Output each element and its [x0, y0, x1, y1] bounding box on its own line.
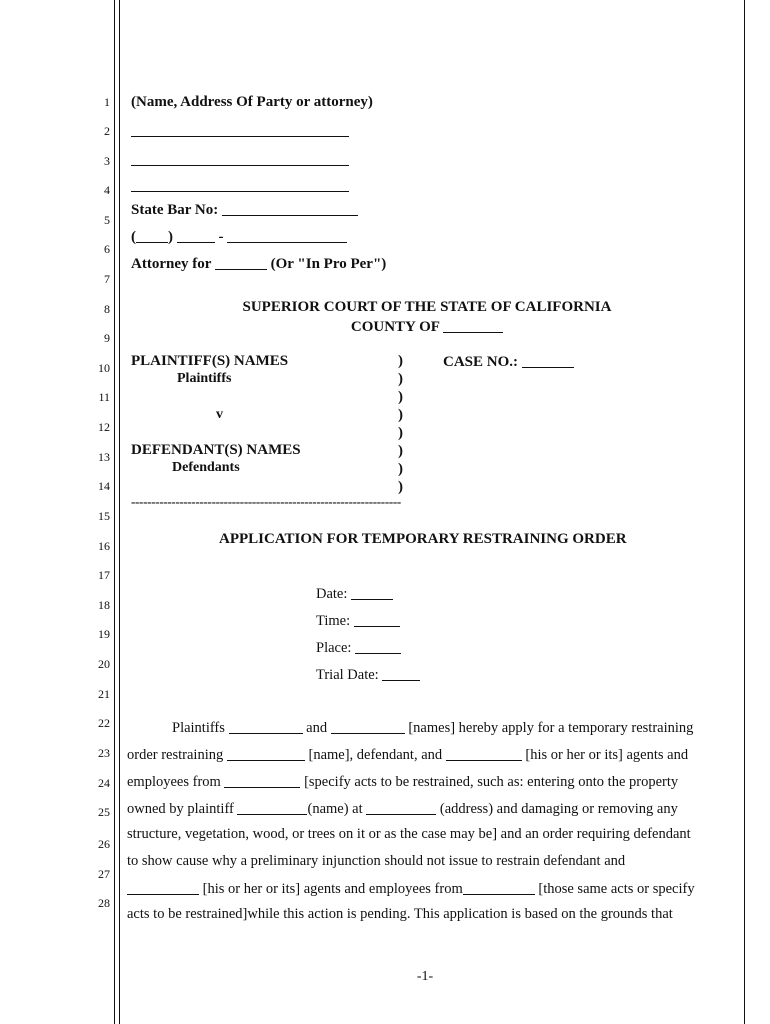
- margin-rule-left-inner: [119, 0, 120, 1024]
- phone-number-field[interactable]: [227, 228, 347, 243]
- line-number: 8: [104, 302, 110, 316]
- line-number: 20: [98, 657, 110, 671]
- line-number: 26: [98, 837, 110, 851]
- line-number: 21: [98, 687, 110, 701]
- line-number: 1: [104, 95, 110, 109]
- county-label: COUNTY OF: [350, 319, 440, 335]
- hearing-date-field[interactable]: [351, 585, 393, 600]
- line-number: 5: [104, 213, 110, 227]
- caption-paren: ): [398, 389, 403, 405]
- case-no-label: CASE NO.:: [443, 354, 519, 370]
- case-no-row: [443, 353, 574, 371]
- body-line-5: structure, vegetation, wood, or trees on it or as the case may be] and an order requiring defendant: [127, 826, 691, 842]
- line-number: 18: [98, 598, 110, 612]
- plaintiffs-label: Plaintiffs: [177, 371, 232, 386]
- line-number: 17: [98, 568, 110, 582]
- hearing-time-row: [316, 612, 400, 630]
- caption-paren: ): [398, 443, 403, 459]
- state-bar-label: State Bar No:: [131, 202, 219, 218]
- caption-paren: ): [398, 479, 403, 495]
- document-title: APPLICATION FOR TEMPORARY RESTRAINING ORDER: [219, 531, 627, 547]
- plaintiff-2-field[interactable]: [331, 719, 405, 734]
- body-text: Plaintiffs: [172, 720, 225, 736]
- line-number: 13: [98, 450, 110, 464]
- body-text: (address) and damaging or removing any: [439, 801, 678, 817]
- body-line-6: to show cause why a preliminary injunction should not issue to restrain defendant and: [127, 853, 626, 869]
- pro-per-label: (Or "In Pro Per"): [270, 256, 387, 272]
- hearing-time-label: Time:: [316, 613, 351, 629]
- hearing-time-field[interactable]: [354, 612, 400, 627]
- caption-paren: ): [398, 407, 403, 423]
- body-line-8: acts to be restrained]while this action is pending. This application is based on the grounds that: [127, 906, 673, 922]
- attorney-for-field[interactable]: [215, 255, 267, 270]
- trial-date-row: [316, 666, 420, 684]
- line-number: 28: [98, 896, 110, 910]
- defendant-field[interactable]: [446, 746, 522, 761]
- phone-paren-open: (: [131, 229, 136, 245]
- body-text: [those same acts or specify: [538, 881, 695, 897]
- same-acts-field[interactable]: [463, 880, 535, 895]
- body-text: [name], defendant, and: [308, 747, 443, 763]
- margin-rule-left-outer: [114, 0, 115, 1024]
- address-line-3[interactable]: [131, 177, 349, 192]
- body-text: [his or her or its] agents and: [525, 747, 689, 763]
- line-number: 2: [104, 124, 110, 138]
- line-number: 11: [98, 390, 110, 404]
- versus-label: v: [216, 407, 223, 422]
- caption-paren: ): [398, 425, 403, 441]
- state-bar-row: [131, 201, 358, 219]
- body-text: [his or her or its] agents and employees from: [202, 881, 463, 897]
- body-text: order restraining: [127, 747, 224, 763]
- agents-field[interactable]: [127, 880, 199, 895]
- line-number: 24: [98, 776, 110, 790]
- employees-from-field[interactable]: [224, 773, 300, 788]
- attorney-for-row: [131, 255, 386, 273]
- address-line-2[interactable]: [131, 151, 349, 166]
- phone-paren-close: ): [168, 229, 173, 245]
- caption-paren: ): [398, 461, 403, 477]
- county-row: [130, 318, 724, 336]
- line-number: 16: [98, 539, 110, 553]
- line-number: 4: [104, 183, 110, 197]
- court-name: SUPERIOR COURT OF THE STATE OF CALIFORNIA: [242, 299, 612, 315]
- line-number: 22: [98, 716, 110, 730]
- trial-date-label: Trial Date:: [316, 667, 379, 683]
- defendants-label: Defendants: [172, 460, 240, 475]
- line-number: 6: [104, 242, 110, 256]
- body-line-2: [127, 746, 688, 764]
- body-text: [names] hereby apply for a temporary restraining: [408, 720, 694, 736]
- phone-prefix-field[interactable]: [177, 228, 215, 243]
- trial-date-field[interactable]: [382, 666, 420, 681]
- address-line-1[interactable]: [131, 122, 349, 137]
- hearing-date-row: [316, 585, 393, 603]
- line-number: 25: [98, 805, 110, 819]
- phone-row: [131, 228, 347, 246]
- body-text: owned by plaintiff: [127, 801, 234, 817]
- body-line-3: [127, 773, 678, 791]
- line-number: 27: [98, 867, 110, 881]
- line-number: 23: [98, 746, 110, 760]
- line-number: 15: [98, 509, 110, 523]
- hearing-date-label: Date:: [316, 586, 348, 602]
- attorney-for-label: Attorney for: [131, 256, 212, 272]
- body-text: and: [306, 720, 328, 736]
- line-number: 14: [98, 479, 110, 493]
- case-no-field[interactable]: [522, 353, 574, 368]
- line-number: 3: [104, 154, 110, 168]
- line-number: 9: [104, 331, 110, 345]
- line-number: 19: [98, 627, 110, 641]
- state-bar-field[interactable]: [222, 201, 358, 216]
- restrained-name-field[interactable]: [227, 746, 305, 761]
- caption-paren: ): [398, 353, 403, 369]
- body-text: (name) at: [307, 801, 363, 817]
- county-field[interactable]: [443, 318, 503, 333]
- hearing-place-label: Place:: [316, 640, 352, 656]
- body-line-7: [127, 880, 695, 898]
- caption-divider: -------------------------------------------------------------------: [131, 494, 401, 509]
- owner-name-field[interactable]: [237, 800, 307, 815]
- phone-dash: -: [218, 229, 224, 245]
- caption-paren: ): [398, 371, 403, 387]
- body-line-1: [172, 719, 693, 737]
- line-number: 7: [104, 272, 110, 286]
- page-number: -1-: [416, 969, 434, 984]
- plaintiffs-names: PLAINTIFF(S) NAMES: [131, 353, 289, 369]
- line-number: 10: [98, 361, 110, 375]
- body-text: employees from: [127, 774, 221, 790]
- body-text: [specify acts to be restrained, such as: entering onto the property: [304, 774, 679, 790]
- phone-area-code-field[interactable]: [136, 228, 168, 243]
- party-label: (Name, Address Of Party or attorney): [131, 94, 373, 110]
- margin-rule-right: [744, 0, 745, 1024]
- body-line-4: [127, 800, 678, 818]
- hearing-place-row: [316, 639, 401, 657]
- defendants-names: DEFENDANT(S) NAMES: [131, 442, 301, 458]
- hearing-place-field[interactable]: [355, 639, 401, 654]
- line-number: 12: [98, 420, 110, 434]
- plaintiff-1-field[interactable]: [229, 719, 303, 734]
- address-field[interactable]: [366, 800, 436, 815]
